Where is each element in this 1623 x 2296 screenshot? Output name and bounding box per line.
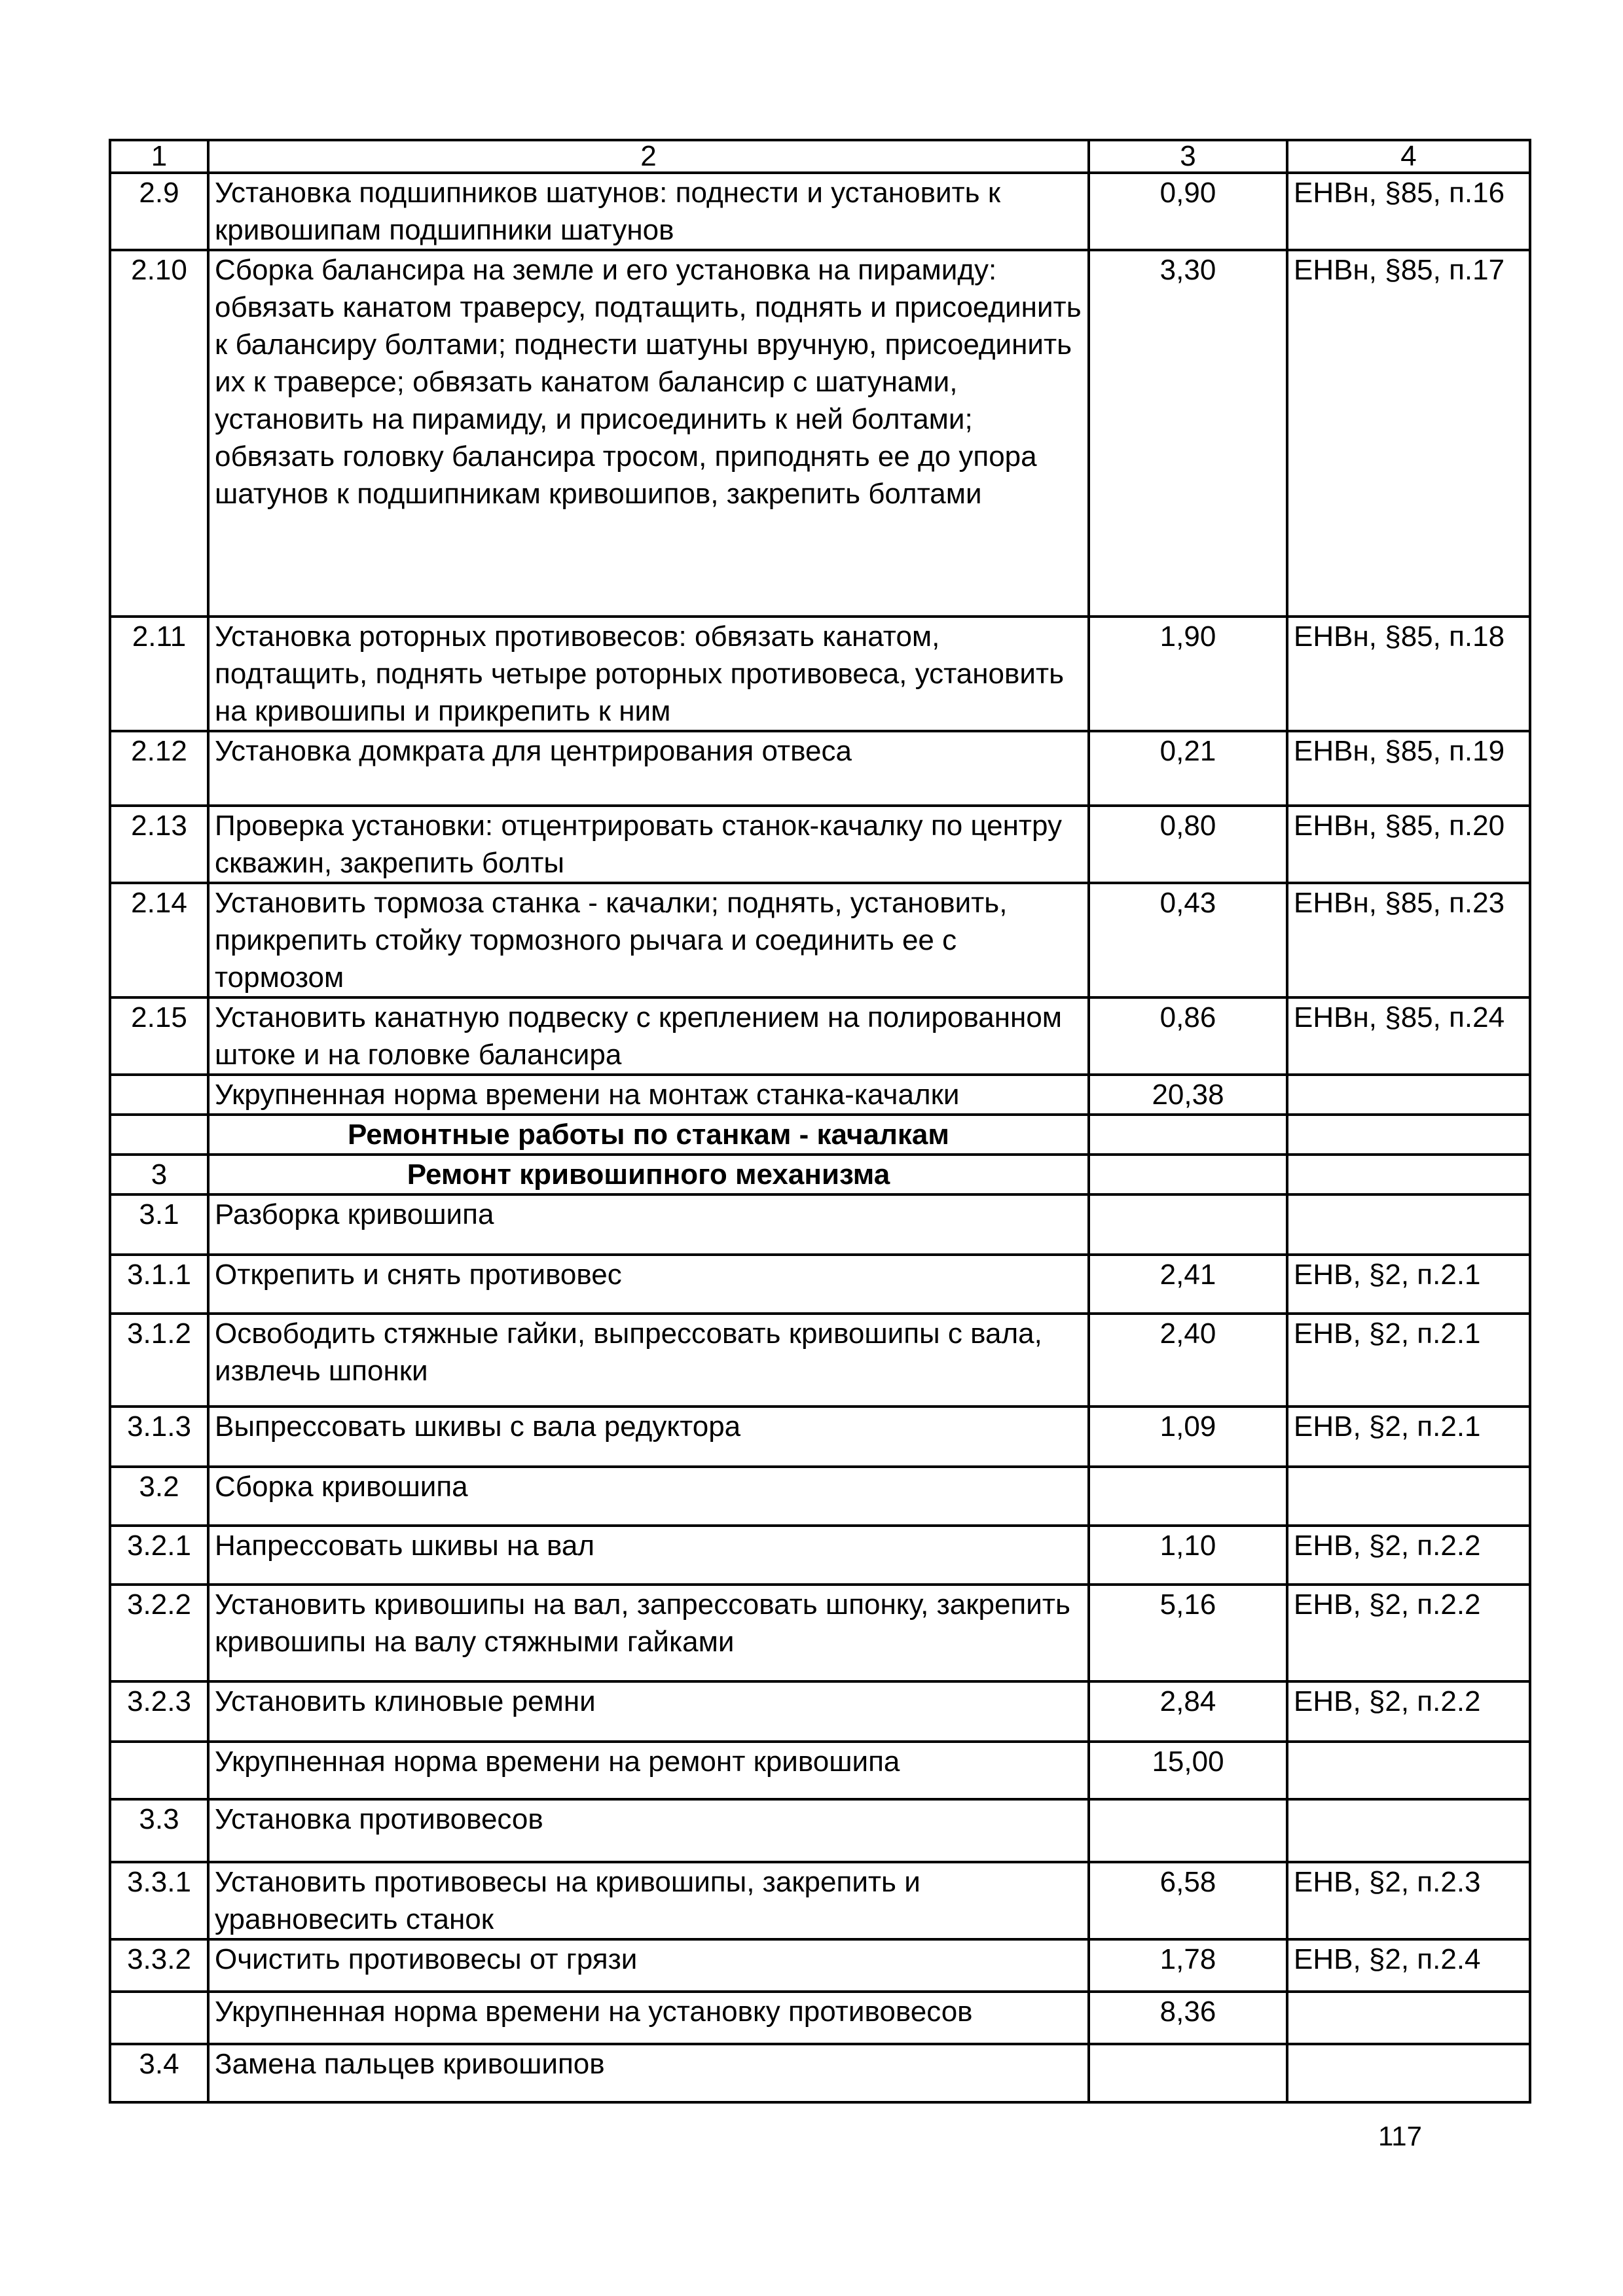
- row-reference: [1287, 1799, 1530, 1862]
- row-description: Установить канатную подвеску с креплением на полированном штоке и на головке балансира: [208, 997, 1089, 1075]
- table-row: [110, 1992, 1530, 2044]
- row-reference: ЕНВ, §2, п.2.1: [1287, 1255, 1530, 1314]
- row-description: Укрупненная норма времени на ремонт кривошипа: [208, 1742, 1089, 1799]
- table-row: [110, 1407, 1530, 1467]
- row-time-norm: 0,80: [1089, 806, 1287, 883]
- table-row: [110, 173, 1530, 250]
- row-number: 3: [110, 1155, 208, 1194]
- row-description: Установить тормоза станка - качалки; поднять, установить, прикрепить стойку тормозного рычага и соединить ее с тормозом: [208, 883, 1089, 997]
- row-number: 2.13: [110, 806, 208, 883]
- table-row: [110, 1526, 1530, 1585]
- row-description: Проверка установки: отцентрировать станок-качалку по центру скважин, закрепить болты: [208, 806, 1089, 883]
- table-row: [110, 806, 1530, 883]
- row-description: Ремонтные работы по станкам - качалкам: [208, 1115, 1089, 1155]
- row-reference: ЕНВ, §2, п.2.2: [1287, 1585, 1530, 1681]
- row-time-norm: 15,00: [1089, 1742, 1287, 1799]
- row-time-norm: 0,21: [1089, 731, 1287, 806]
- row-description: Установка роторных противовесов: обвязать канатом, подтащить, поднять четыре роторных противовеса, установить на кривошипы и прикрепить к ним: [208, 617, 1089, 731]
- row-reference: ЕНВ, §2, п.2.4: [1287, 1939, 1530, 1992]
- row-number: 2.14: [110, 883, 208, 997]
- table-row: [110, 1194, 1530, 1255]
- table-row: [110, 1314, 1530, 1407]
- row-number: 3.2.3: [110, 1681, 208, 1742]
- table-row: [110, 250, 1530, 617]
- table-row: [110, 731, 1530, 806]
- row-number: 3.3: [110, 1799, 208, 1862]
- row-time-norm: [1089, 1467, 1287, 1526]
- row-description: Освободить стяжные гайки, выпрессовать кривошипы с вала, извлечь шпонки: [208, 1314, 1089, 1407]
- row-reference: ЕНВ, §2, п.2.1: [1287, 1407, 1530, 1467]
- row-time-norm: 1,10: [1089, 1526, 1287, 1585]
- row-time-norm: [1089, 1194, 1287, 1255]
- row-description: Установить клиновые ремни: [208, 1681, 1089, 1742]
- row-time-norm: 1,09: [1089, 1407, 1287, 1467]
- row-number: 3.2.2: [110, 1585, 208, 1681]
- table-row: [110, 1939, 1530, 1992]
- row-reference: ЕНВн, §85, п.20: [1287, 806, 1530, 883]
- table-row: [110, 883, 1530, 997]
- table-row: [110, 1742, 1530, 1799]
- header-col-4: 4: [1287, 140, 1530, 173]
- row-number: 3.3.2: [110, 1939, 208, 1992]
- row-description: Установить противовесы на кривошипы, закрепить и уравновесить станок: [208, 1862, 1089, 1939]
- table-row: [110, 2044, 1530, 2102]
- row-description: Замена пальцев кривошипов: [208, 2044, 1089, 2102]
- table-row: [110, 617, 1530, 731]
- row-number: 2.15: [110, 997, 208, 1075]
- table-row: [110, 1681, 1530, 1742]
- page-number: 117: [1378, 2121, 1422, 2151]
- row-time-norm: 0,90: [1089, 173, 1287, 250]
- row-description: Выпрессовать шкивы с вала редуктора: [208, 1407, 1089, 1467]
- row-number: 2.12: [110, 731, 208, 806]
- row-time-norm: 5,16: [1089, 1585, 1287, 1681]
- row-number: [110, 1992, 208, 2044]
- row-number: 3.1.3: [110, 1407, 208, 1467]
- table-row: [110, 1799, 1530, 1862]
- row-description: Очистить противовесы от грязи: [208, 1939, 1089, 1992]
- row-reference: [1287, 1742, 1530, 1799]
- row-time-norm: 6,58: [1089, 1862, 1287, 1939]
- row-description: Открепить и снять противовес: [208, 1255, 1089, 1314]
- row-reference: ЕНВ, §2, п.2.3: [1287, 1862, 1530, 1939]
- row-description: Сборка балансира на земле и его установка на пирамиду: обвязать канатом траверсу, подтащить, поднять и присоединить к балансиру болтами; поднести шатуны вручную, присоединить их к траверсе; обвязать канатом балансир с шатунами, установить на пирамиду, и присоединить к ней болтами; обвязать головку балансира тросом, приподнять ее до упора шатунов к подшипникам кривошипов, закрепить болтами: [208, 250, 1089, 617]
- row-reference: [1287, 1992, 1530, 2044]
- row-number: 2.10: [110, 250, 208, 617]
- row-number: [110, 1742, 208, 1799]
- table-row: [110, 1467, 1530, 1526]
- row-reference: [1287, 1115, 1530, 1155]
- row-description: Установить кривошипы на вал, запрессовать шпонку, закрепить кривошипы на валу стяжными гайками: [208, 1585, 1089, 1681]
- row-time-norm: 2,40: [1089, 1314, 1287, 1407]
- row-reference: ЕНВ, §2, п.2.2: [1287, 1681, 1530, 1742]
- row-reference: ЕНВн, §85, п.24: [1287, 997, 1530, 1075]
- header-col-3: 3: [1089, 140, 1287, 173]
- row-number: [110, 1115, 208, 1155]
- row-time-norm: 1,90: [1089, 617, 1287, 731]
- table-row: [110, 1075, 1530, 1115]
- row-number: 3.4: [110, 2044, 208, 2102]
- row-description: Установка противовесов: [208, 1799, 1089, 1862]
- header-col-2: 2: [208, 140, 1089, 173]
- row-number: 3.2.1: [110, 1526, 208, 1585]
- row-reference: [1287, 2044, 1530, 2102]
- table-row: [110, 1115, 1530, 1155]
- row-reference: ЕНВн, §85, п.18: [1287, 617, 1530, 731]
- table-header-row: [110, 140, 1530, 173]
- row-number: 3.1: [110, 1194, 208, 1255]
- row-reference: ЕНВн, §85, п.17: [1287, 250, 1530, 617]
- row-number: 3.1.2: [110, 1314, 208, 1407]
- row-description: Ремонт кривошипного механизма: [208, 1155, 1089, 1194]
- row-description: Установка домкрата для центрирования отвеса: [208, 731, 1089, 806]
- row-number: 2.9: [110, 173, 208, 250]
- table-row: [110, 1155, 1530, 1194]
- row-time-norm: [1089, 1115, 1287, 1155]
- row-time-norm: 0,43: [1089, 883, 1287, 997]
- row-reference: [1287, 1467, 1530, 1526]
- row-number: 3.1.1: [110, 1255, 208, 1314]
- table-row: [110, 997, 1530, 1075]
- row-time-norm: 2,41: [1089, 1255, 1287, 1314]
- row-time-norm: 3,30: [1089, 250, 1287, 617]
- row-number: [110, 1075, 208, 1115]
- row-time-norm: [1089, 1799, 1287, 1862]
- row-reference: ЕНВ, §2, п.2.2: [1287, 1526, 1530, 1585]
- row-time-norm: 2,84: [1089, 1681, 1287, 1742]
- row-number: 3.2: [110, 1467, 208, 1526]
- table-body: [110, 140, 1530, 2102]
- table-row: [110, 1862, 1530, 1939]
- row-time-norm: 20,38: [1089, 1075, 1287, 1115]
- row-reference: [1287, 1075, 1530, 1115]
- row-description: Сборка кривошипа: [208, 1467, 1089, 1526]
- row-time-norm: 8,36: [1089, 1992, 1287, 2044]
- table-row: [110, 1585, 1530, 1681]
- row-reference: [1287, 1155, 1530, 1194]
- row-description: Разборка кривошипа: [208, 1194, 1089, 1255]
- row-reference: ЕНВн, §85, п.19: [1287, 731, 1530, 806]
- row-reference: ЕНВн, §85, п.23: [1287, 883, 1530, 997]
- row-number: 3.3.1: [110, 1862, 208, 1939]
- table-row: [110, 1255, 1530, 1314]
- row-time-norm: 0,86: [1089, 997, 1287, 1075]
- row-reference: [1287, 1194, 1530, 1255]
- row-description: Укрупненная норма времени на установку противовесов: [208, 1992, 1089, 2044]
- norms-table: [109, 139, 1531, 2104]
- row-time-norm: [1089, 2044, 1287, 2102]
- row-description: Укрупненная норма времени на монтаж станка-качалки: [208, 1075, 1089, 1115]
- row-description: Установка подшипников шатунов: поднести и установить к кривошипам подшипники шатунов: [208, 173, 1089, 250]
- header-col-1: 1: [110, 140, 208, 173]
- row-description: Напрессовать шкивы на вал: [208, 1526, 1089, 1585]
- row-time-norm: 1,78: [1089, 1939, 1287, 1992]
- row-number: 2.11: [110, 617, 208, 731]
- row-reference: ЕНВн, §85, п.16: [1287, 173, 1530, 250]
- row-reference: ЕНВ, §2, п.2.1: [1287, 1314, 1530, 1407]
- row-time-norm: [1089, 1155, 1287, 1194]
